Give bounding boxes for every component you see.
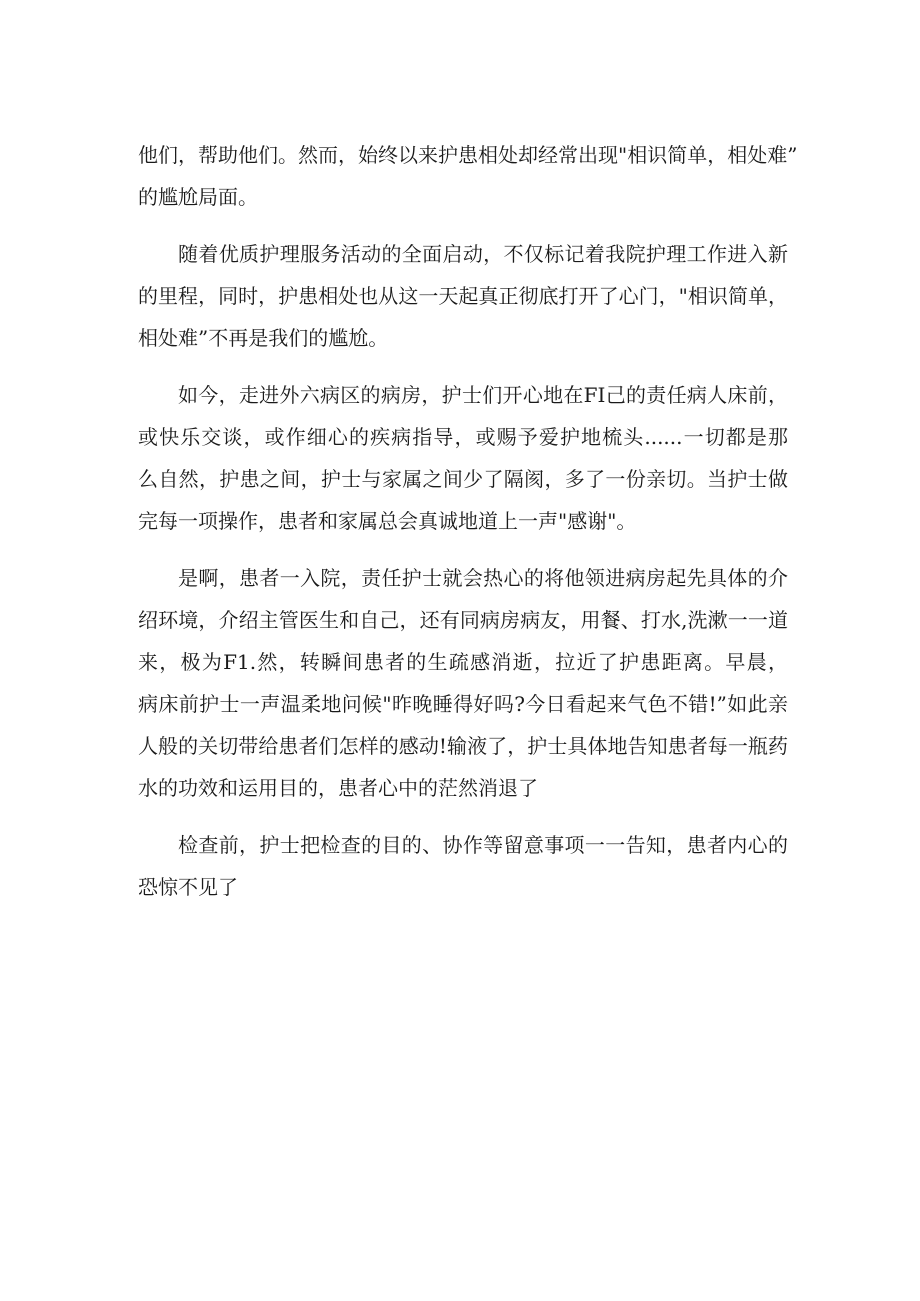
text-line: 水的功效和运用目的，患者心中的茫然消退了 xyxy=(138,776,538,800)
paragraph xyxy=(138,557,788,809)
text-line: 恐惊不见了 xyxy=(138,875,238,899)
paragraph xyxy=(138,824,788,908)
text-line: 随着优质护理服务活动的全面启动，不仅标记着我院护理工作进入新 xyxy=(178,242,788,266)
text-line: 的尴尬局面。 xyxy=(138,185,258,209)
text-line: 完每一项操作，患者和家属总会真诚地道上一声"感谢"。 xyxy=(138,509,637,533)
text-line: 如今，走进外六病区的病房，护士们开心地在FI己的责任病人床前， xyxy=(178,383,788,407)
text-line: 人般的关切带给患者们怎样的感动!输液了，护士具体地告知患者每一瓶药 xyxy=(138,734,788,758)
text-line: 或快乐交谈，或作细心的疾病指导，或赐予爱护地梳头......一切都是那 xyxy=(138,425,788,449)
paragraph xyxy=(138,134,798,218)
text-line: 来，极为F1.然，转瞬间患者的生疏感消逝，拉近了护患距离。早晨， xyxy=(138,650,788,674)
text-line: 检查前，护士把检查的目的、协作等留意事项一一告知，患者内心的 xyxy=(178,833,788,857)
paragraph xyxy=(138,374,788,542)
text-line: 他们，帮助他们。然而，始终以来护患相处却经常出现"相识简单，相处难” xyxy=(138,143,798,167)
text-line: 么自然，护患之间，护士与家属之间少了隔阂，多了一份亲切。当护士做 xyxy=(138,467,788,491)
document-body xyxy=(138,134,798,908)
text-line: 的里程，同时，护患相处也从这一天起真正彻底打开了心门，"相识简单， xyxy=(138,284,788,308)
paragraph xyxy=(138,233,788,359)
text-line: 是啊，患者一入院，责任护士就会热心的将他领进病房起先具体的介 xyxy=(178,566,788,590)
text-line: 相处难”不再是我们的尴尬。 xyxy=(138,326,389,350)
text-line: 病床前护士一声温柔地问候"昨晚睡得好吗?今日看起来气色不错!”如此亲 xyxy=(138,692,788,716)
text-line: 绍环境，介绍主管医生和自己，还有同病房病友，用餐、打水,洗漱一一道 xyxy=(138,608,788,632)
